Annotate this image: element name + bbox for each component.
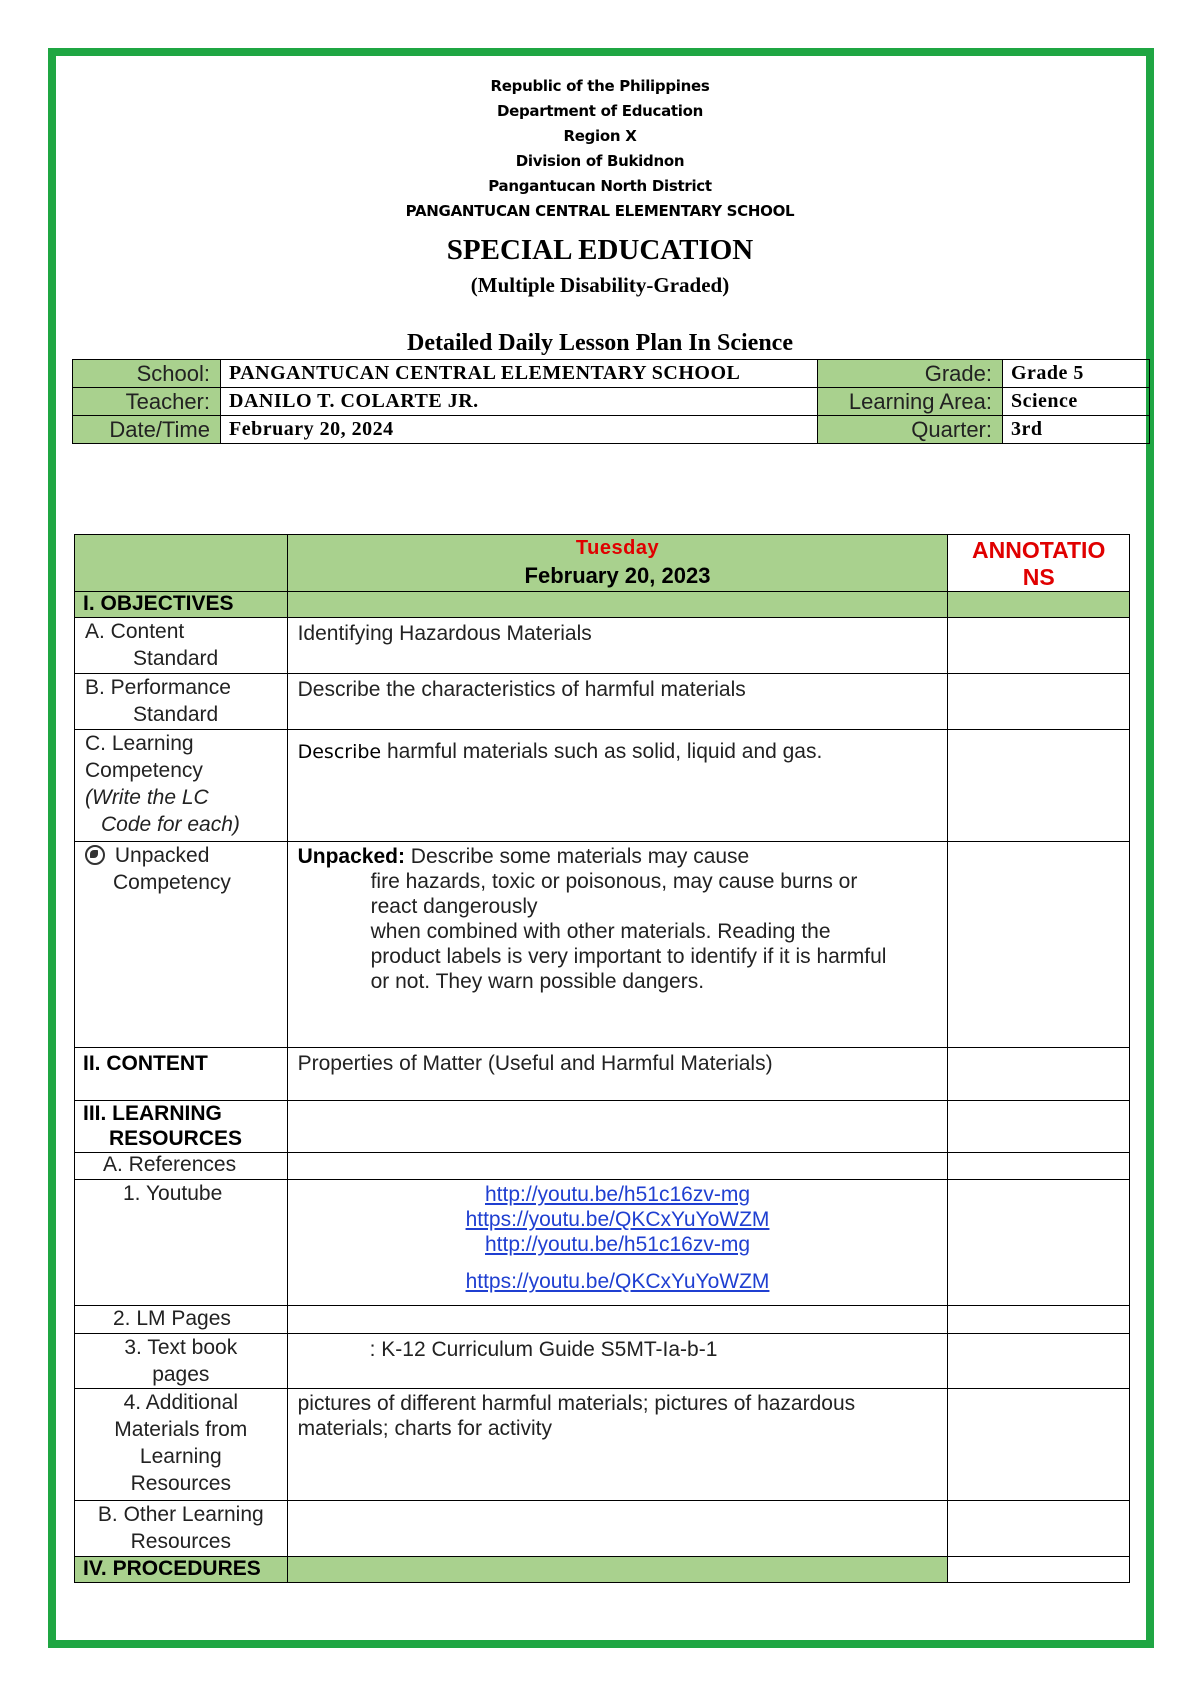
textbook-label-1: 3. Text book <box>124 1336 238 1359</box>
addl-value-1: pictures of different harmful materials; pictures of hazardous <box>297 1392 856 1415</box>
references-value <box>287 1153 948 1180</box>
day-cell <box>287 535 948 592</box>
additional-materials-row <box>75 1389 1130 1501</box>
annotations-text-1: ANNOTATIO <box>972 537 1106 563</box>
learning-resources-row <box>75 1101 1130 1153</box>
performance-standard-label-2: Standard <box>133 703 219 726</box>
references-label: A. References <box>75 1153 288 1180</box>
grade-label: Grade: <box>818 360 1003 388</box>
info-row-date <box>73 416 1150 444</box>
learning-competency-row <box>75 730 1130 842</box>
youtube-link-4[interactable]: https://youtu.be/QKCxYuYoWZM <box>465 1270 770 1293</box>
youtube-links <box>287 1180 948 1306</box>
youtube-label: 1. Youtube <box>75 1180 288 1306</box>
annotations-text-2: NS <box>1022 564 1055 590</box>
unpacked-label-2: Competency <box>113 871 231 894</box>
date-value: February 20, 2024 <box>221 416 818 444</box>
content-heading: II. CONTENT <box>75 1048 288 1101</box>
lc-label-1: C. Learning <box>85 732 194 755</box>
content-standard-value: Identifying Hazardous Materials <box>287 618 948 674</box>
other-label-2: Resources <box>130 1530 231 1553</box>
lc-value-verb: Describe <box>297 741 382 763</box>
learning-resources-annotation <box>948 1101 1130 1153</box>
other-resources-label <box>75 1501 288 1557</box>
youtube-annotation <box>948 1180 1130 1306</box>
header-line-6: PANGANTUCAN CENTRAL ELEMENTARY SCHOOL <box>405 202 795 220</box>
references-row <box>75 1153 1130 1180</box>
header-line-5: Pangantucan North District <box>488 177 712 195</box>
page-subtitle: (Multiple Disability-Graded) <box>470 273 730 297</box>
objectives-heading: I. OBJECTIVES <box>75 592 288 618</box>
annotations-header <box>948 535 1130 592</box>
unpacked-line-6: or not. They warn possible dangers. <box>370 970 705 993</box>
other-resources-annotation <box>948 1501 1130 1557</box>
textbook-label-2: pages <box>152 1363 210 1386</box>
content-standard-label <box>75 618 288 674</box>
plan-header-row <box>75 535 1130 592</box>
content-row <box>75 1048 1130 1101</box>
lr-heading-2: RESOURCES <box>109 1127 243 1150</box>
lm-pages-value <box>287 1306 948 1334</box>
unpacked-heading: Unpacked: <box>297 845 405 868</box>
header-line-2: Department of Education <box>496 102 704 120</box>
info-table <box>72 359 1150 444</box>
info-row-school <box>73 360 1150 388</box>
references-annotation <box>948 1153 1130 1180</box>
school-value: PANGANTUCAN CENTRAL ELEMENTARY SCHOOL <box>221 360 818 388</box>
learning-competency-label <box>75 730 288 842</box>
objectives-row <box>75 592 1130 618</box>
header-line-1: Republic of the Philippines <box>490 77 710 95</box>
performance-standard-row <box>75 674 1130 730</box>
youtube-link-3[interactable]: http://youtu.be/h51c16zv-mg <box>485 1233 750 1256</box>
teacher-value: DANILO T. COLARTE JR. <box>221 388 818 416</box>
lm-pages-row <box>75 1306 1130 1334</box>
learning-resources-heading <box>75 1101 288 1153</box>
globe-icon <box>85 845 105 865</box>
unpacked-line-2: fire hazards, toxic or poisonous, may cause burns or <box>370 870 858 893</box>
quarter-value: 3rd <box>1003 416 1150 444</box>
unpacked-competency-value <box>287 842 948 1048</box>
youtube-link-2[interactable]: https://youtu.be/QKCxYuYoWZM <box>465 1208 770 1231</box>
plan-date: February 20, 2023 <box>524 563 711 588</box>
textbook-label <box>75 1334 288 1389</box>
grade-value: Grade 5 <box>1003 360 1150 388</box>
content-standard-label-1: A. Content <box>85 620 185 643</box>
objectives-annotation <box>948 592 1130 618</box>
additional-materials-value <box>287 1389 948 1501</box>
performance-standard-label <box>75 674 288 730</box>
youtube-row <box>75 1180 1130 1306</box>
addl-label-3: Learning <box>139 1445 222 1468</box>
unpacked-competency-label <box>75 842 288 1048</box>
addl-label-1: 4. Additional <box>123 1391 239 1414</box>
info-row-teacher <box>73 388 1150 416</box>
content-standard-label-2: Standard <box>133 647 219 670</box>
unpacked-label-1: Unpacked <box>114 844 210 867</box>
unpacked-competency-row <box>75 842 1130 1048</box>
lc-label-2: Competency <box>85 759 203 782</box>
lc-label-3: (Write the LC <box>85 786 209 809</box>
content-value: Properties of Matter (Useful and Harmful Materials) <box>287 1048 948 1101</box>
header-line-3: Region X <box>563 127 637 145</box>
performance-standard-annotation <box>948 674 1130 730</box>
textbook-row <box>75 1334 1130 1389</box>
area-label: Learning Area: <box>818 388 1003 416</box>
header-blank-cell <box>75 535 288 592</box>
lesson-plan-table <box>74 534 1130 1583</box>
lm-pages-annotation <box>948 1306 1130 1334</box>
unpacked-line-5: product labels is very important to identify if it is harmful <box>370 945 887 968</box>
unpacked-line-1: Describe some materials may cause <box>404 845 750 868</box>
school-label: School: <box>73 360 221 388</box>
header-line-4: Division of Bukidnon <box>515 152 685 170</box>
youtube-link-1[interactable]: http://youtu.be/h51c16zv-mg <box>485 1183 750 1206</box>
additional-materials-annotation <box>948 1389 1130 1501</box>
addl-value-2: materials; charts for activity <box>297 1417 552 1440</box>
area-value: Science <box>1003 388 1150 416</box>
procedures-heading: IV. PROCEDURES <box>75 1557 288 1583</box>
procedures-row <box>75 1557 1130 1583</box>
additional-materials-label <box>75 1389 288 1501</box>
addl-label-2: Materials from <box>114 1418 248 1441</box>
unpacked-line-3: react dangerously <box>370 895 538 918</box>
lm-pages-label: 2. LM Pages <box>75 1306 288 1334</box>
unpacked-competency-annotation <box>948 842 1130 1048</box>
other-resources-value <box>287 1501 948 1557</box>
content-standard-row <box>75 618 1130 674</box>
learning-resources-value <box>287 1101 948 1153</box>
objectives-value <box>287 592 948 618</box>
textbook-value: : K-12 Curriculum Guide S5MT-Ia-b-1 <box>287 1334 948 1389</box>
procedures-annotation <box>948 1557 1130 1583</box>
day-name: Tuesday <box>575 537 660 559</box>
lc-label-4: Code for each) <box>101 813 240 836</box>
unpacked-line-4: when combined with other materials. Reading the <box>370 920 831 943</box>
learning-competency-value <box>287 730 948 842</box>
quarter-label: Quarter: <box>818 416 1003 444</box>
procedures-value <box>287 1557 948 1583</box>
learning-competency-annotation <box>948 730 1130 842</box>
plan-title: Detailed Daily Lesson Plan In Science <box>406 330 793 356</box>
other-label-1: B. Other Learning <box>97 1503 264 1526</box>
content-standard-annotation <box>948 618 1130 674</box>
textbook-annotation <box>948 1334 1130 1389</box>
letterhead <box>0 74 1200 224</box>
performance-standard-value: Describe the characteristics of harmful materials <box>287 674 948 730</box>
date-label: Date/Time <box>73 416 221 444</box>
teacher-label: Teacher: <box>73 388 221 416</box>
content-annotation <box>948 1048 1130 1101</box>
lc-value-text: harmful materials such as solid, liquid and gas. <box>381 740 823 763</box>
page-title: SPECIAL EDUCATION <box>446 234 754 266</box>
performance-standard-label-1: B. Performance <box>85 676 231 699</box>
lr-heading-1: III. LEARNING <box>83 1102 222 1125</box>
other-resources-row <box>75 1501 1130 1557</box>
addl-label-4: Resources <box>130 1472 231 1495</box>
